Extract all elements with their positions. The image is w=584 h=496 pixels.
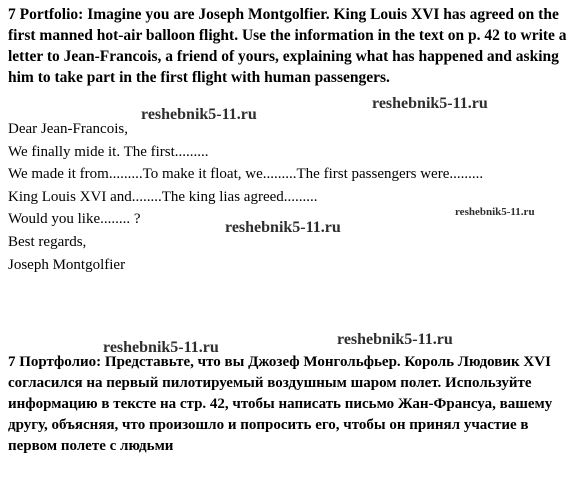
task-instruction-russian: 7 Портфолио: Представьте, что вы Джозеф Монгольфьер. Король Людовик XVI согласился на первый пилотируемый воздушным шаром полет. Используйте информацию в тексте на стр. 42, чтобы написать письмо Жан-Франсуа, вашему другу, объясняя, что произошло и попросить его, чтобы он принял участие в первом полете с людьми <box>8 354 553 454</box>
letter-line-4: Would you like........ ? <box>8 211 141 228</box>
letter-template <box>8 118 578 276</box>
watermark: reshebnik5-11.ru <box>372 95 488 112</box>
letter-line-2: We made it from.........To make it float, we.........The first passengers were......... <box>8 166 484 183</box>
task-instruction-english: 7 Portfolio: Imagine you are Joseph Montgolfier. King Louis XVI has agreed on the first manned hot-air balloon flight. Use the information in the text on p. 42 to write a letter to Jean-Francois, a friend of yours, explaining what has happened and asking him to take part in the first flight with human passengers. <box>8 6 567 86</box>
watermark: reshebnik5-11.ru <box>103 339 219 356</box>
watermark: reshebnik5-11.ru <box>141 106 257 123</box>
watermark: reshebnik5-11.ru <box>455 206 535 218</box>
watermark: reshebnik5-11.ru <box>225 219 341 236</box>
letter-greeting: Dear Jean-Francois, <box>8 121 128 137</box>
letter-closing: Best regards, <box>8 233 87 250</box>
letter-signature: Joseph Montgolfier <box>8 256 126 273</box>
letter-line-1: We finally mide it. The first......... <box>8 143 209 160</box>
watermark: reshebnik5-11.ru <box>337 331 453 348</box>
letter-line-3: King Louis XVI and........The king lias agreed......... <box>8 188 318 205</box>
